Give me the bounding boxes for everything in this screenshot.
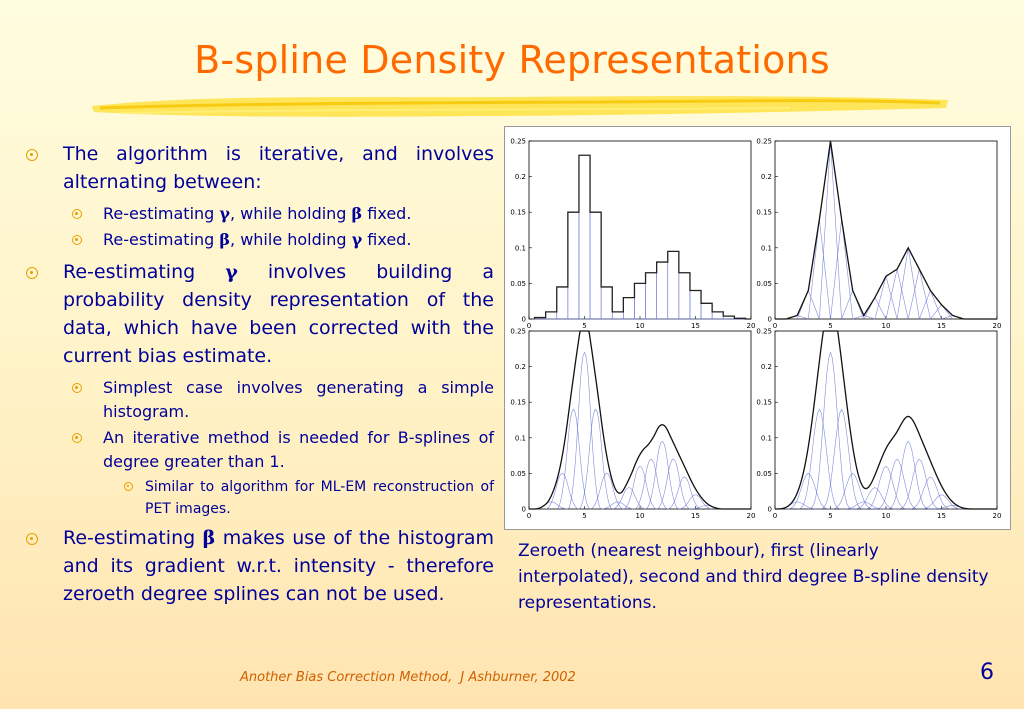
x-tick-label: 0: [772, 322, 778, 330]
y-tick-label: 0.05: [510, 469, 526, 478]
y-tick-label: 0.2: [514, 363, 526, 372]
density-plots: [505, 127, 1010, 529]
title-underline-brush: [90, 88, 950, 122]
sub-bullet-item: Simplest case involves generating a simple histogram.: [30, 376, 494, 424]
histogram-outline: [535, 155, 751, 319]
page-number: 6: [980, 660, 994, 685]
histogram-bar: [679, 273, 690, 319]
y-tick-label: 0.25: [756, 327, 772, 336]
histogram-bar: [646, 273, 657, 319]
basis-function: [864, 298, 886, 319]
basis-function: [668, 477, 701, 509]
x-tick-label: 0: [526, 322, 532, 330]
plot-frame-2: [775, 141, 997, 319]
y-tick-label: 0.15: [756, 398, 772, 407]
x-tick-label: 20: [992, 322, 1002, 330]
y-tick-label: 0.1: [514, 434, 526, 443]
x-tick-label: 10: [881, 512, 891, 520]
y-tick-label: 0.25: [510, 137, 526, 146]
basis-function: [864, 466, 908, 509]
y-tick-label: 0.15: [510, 398, 526, 407]
x-tick-label: 15: [937, 512, 946, 520]
basis-function: [919, 291, 941, 319]
y-tick-label: 0.2: [760, 363, 772, 372]
bullet-marker-icon: [26, 533, 38, 545]
basis-function: [842, 291, 864, 319]
basis-function: [831, 473, 875, 509]
x-tick-label: 10: [635, 322, 645, 330]
slide-title: B-spline Density Representations: [194, 38, 830, 82]
y-tick-label: 0.15: [510, 208, 526, 217]
x-tick-label: 20: [992, 512, 1002, 520]
density-figure: [504, 126, 1011, 530]
bullet-marker-icon: [72, 433, 82, 443]
bullet-marker-icon: [72, 235, 82, 245]
basis-function: [875, 276, 897, 319]
x-tick-label: 15: [691, 322, 700, 330]
basis-function: [819, 409, 863, 509]
density-curve: [775, 141, 997, 319]
histogram-bar: [590, 212, 601, 319]
basis-function: [797, 291, 819, 319]
histogram-bar: [668, 251, 679, 319]
y-tick-label: 0: [521, 315, 526, 324]
basis-function: [646, 441, 679, 509]
basis-function: [775, 502, 819, 509]
x-tick-label: 5: [582, 512, 587, 520]
x-tick-label: 0: [526, 512, 532, 520]
basis-function: [886, 441, 930, 509]
x-tick-label: 5: [828, 322, 833, 330]
histogram-bar: [568, 212, 579, 319]
histogram-bar: [634, 283, 645, 319]
y-tick-label: 0.25: [510, 327, 526, 336]
y-tick-label: 0: [767, 505, 772, 514]
histogram-bar: [712, 312, 723, 319]
y-tick-label: 0.25: [756, 137, 772, 146]
basis-function: [908, 269, 930, 319]
histogram-bar: [701, 303, 712, 319]
histogram-bar: [690, 291, 701, 319]
x-tick-label: 5: [828, 512, 833, 520]
y-tick-label: 0.15: [756, 208, 772, 217]
bullet-item: Re-estimating γ involves building a probability density representation of the data, which have been corrected with the current bias estimate.: [30, 258, 494, 370]
bullet-marker-icon: [72, 209, 82, 219]
sub-bullet-item: Re-estimating β, while holding γ fixed.: [30, 228, 494, 252]
bullet-item: The algorithm is iterative, and involves alternating between:: [30, 140, 494, 196]
y-tick-label: 0.05: [756, 469, 772, 478]
footer-text: Another Bias Correction Method, J Ashburner, 2002: [240, 670, 576, 685]
x-tick-label: 15: [691, 512, 700, 520]
histogram-bar: [657, 262, 668, 319]
basis-function: [886, 269, 908, 319]
x-tick-label: 5: [582, 322, 587, 330]
y-tick-label: 0.1: [514, 244, 526, 253]
sub-bullet-item: An iterative method is needed for B-splines of degree greater than 1.: [30, 426, 494, 474]
bullet-item: Re-estimating β makes use of the histogram and its gradient w.r.t. intensity - therefore zeroeth degree splines can not be used.: [30, 524, 494, 608]
y-tick-label: 0: [521, 505, 526, 514]
histogram-bar: [546, 312, 557, 319]
density-curve: [529, 331, 751, 509]
histogram-bar: [557, 287, 568, 319]
basis-function: [786, 473, 830, 509]
bullet-marker-icon: [124, 482, 133, 491]
x-tick-label: 0: [772, 512, 778, 520]
x-tick-label: 20: [746, 322, 756, 330]
plot-frame-1: [529, 141, 751, 319]
histogram-bar: [579, 155, 590, 319]
y-tick-label: 0: [767, 315, 772, 324]
x-tick-label: 10: [881, 322, 891, 330]
bullet-marker-icon: [26, 149, 38, 161]
y-tick-label: 0.05: [510, 279, 526, 288]
sub-sub-bullet-item: Similar to algorithm for ML-EM reconstruction of PET images.: [30, 476, 494, 520]
bullet-marker-icon: [26, 267, 38, 279]
bullet-marker-icon: [72, 383, 82, 393]
y-tick-label: 0.05: [756, 279, 772, 288]
basis-function: [568, 352, 601, 509]
basis-function: [797, 409, 841, 509]
x-tick-label: 15: [937, 322, 946, 330]
basis-function: [875, 459, 919, 509]
figure-caption: Zeroeth (nearest neighbour), first (linearly interpolated), second and third degree B-spline density representations.: [518, 541, 989, 613]
sub-bullet-item: Re-estimating γ, while holding β fixed.: [30, 202, 494, 226]
basis-function: [819, 141, 841, 319]
histogram-bar: [601, 287, 612, 319]
histogram-bar: [612, 312, 623, 319]
x-tick-label: 20: [746, 512, 756, 520]
x-tick-label: 10: [635, 512, 645, 520]
y-tick-label: 0.2: [514, 173, 526, 182]
bullet-list: [30, 140, 494, 614]
y-tick-label: 0.1: [760, 244, 772, 253]
histogram-bar: [623, 298, 634, 319]
y-tick-label: 0.1: [760, 434, 772, 443]
y-tick-label: 0.2: [760, 173, 772, 182]
plot-frame-3: [529, 331, 751, 509]
